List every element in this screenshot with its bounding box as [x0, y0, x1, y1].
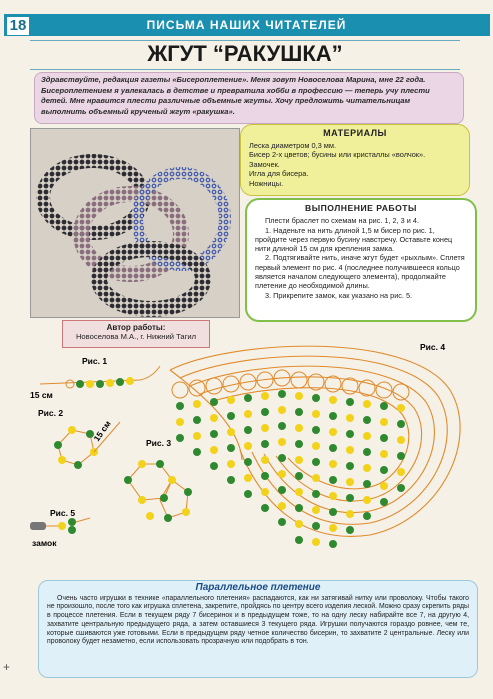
fig4-bead: [295, 440, 303, 448]
fig4-bead: [278, 406, 286, 414]
fig4-bead: [176, 434, 184, 442]
fig4-bead: [329, 524, 337, 532]
fig4-label: Рис. 4: [420, 342, 446, 352]
fig4-bead: [261, 472, 269, 480]
fig4-bead: [193, 448, 201, 456]
fig4-bead: [363, 416, 371, 424]
instruction-paragraph: 3. Прикрепите замок, как указано на рис. 5.: [265, 290, 413, 300]
fig4-bead: [244, 458, 252, 466]
fig4-bead: [397, 468, 405, 476]
fig4-bead: [380, 450, 388, 458]
fig4-bead: [295, 488, 303, 496]
fig4-bead: [363, 512, 371, 520]
fig4-bead: [261, 392, 269, 400]
fig4-bead: [312, 474, 320, 482]
fig4-bead: [295, 504, 303, 512]
parallel-weaving-box: [38, 580, 478, 678]
fig4-bead: [227, 412, 235, 420]
author-name: Новоселова М.А., г. Нижний Тагил: [75, 332, 197, 341]
fig4-bead: [380, 434, 388, 442]
instructions-box: [245, 198, 477, 322]
fig4-bead: [380, 418, 388, 426]
fig4-bead: [244, 394, 252, 402]
author-label: Автор работы:: [106, 323, 166, 332]
page-number: 18: [6, 16, 30, 36]
fig4-bead: [210, 430, 218, 438]
fig4-bead: [244, 490, 252, 498]
fig4-bead: [363, 480, 371, 488]
instruction-paragraph: Плести браслет по схемам на рис. 1, 2, 3 и 4.: [265, 216, 419, 226]
fig4-bead: [176, 402, 184, 410]
parallel-title: Параллельное плетение: [195, 582, 321, 593]
fig4-bead: [295, 392, 303, 400]
fig4-bead: [206, 378, 222, 394]
fig4-bead: [227, 428, 235, 436]
fig4-bead: [244, 426, 252, 434]
fig4-bead: [278, 390, 286, 398]
fig4-bead: [261, 424, 269, 432]
fig4-bead: [329, 492, 337, 500]
fig5-diagram: [30, 518, 90, 534]
fig4-bead: [193, 400, 201, 408]
materials-box: [240, 124, 470, 196]
fig4-bead: [397, 404, 405, 412]
fig4-bead: [329, 508, 337, 516]
fig4-bead: [397, 420, 405, 428]
materials-item: Замочек.: [249, 159, 280, 169]
fig4-bead: [380, 482, 388, 490]
fig5-label: Рис. 5: [50, 508, 76, 518]
fig4-bead: [193, 432, 201, 440]
fig4-bead: [329, 444, 337, 452]
fig4-bead: [397, 484, 405, 492]
fig4-bead: [363, 496, 371, 504]
fig4-bead: [346, 430, 354, 438]
section-title: ПИСЬМА НАШИХ ЧИТАТЕЛЕЙ: [146, 18, 347, 32]
fig4-bead: [227, 396, 235, 404]
fig4-bead: [261, 504, 269, 512]
fig4-bead: [312, 442, 320, 450]
clasp-label: замок: [32, 538, 57, 548]
fig4-bead: [244, 474, 252, 482]
fig4-bead: [329, 396, 337, 404]
fig4-bead: [346, 398, 354, 406]
fig4-bead: [312, 394, 320, 402]
fig4-bead: [329, 428, 337, 436]
fig4-bead: [329, 460, 337, 468]
crop-mark-icon: +: [3, 660, 11, 674]
fig1-diagram: [40, 366, 160, 388]
fig4-bead: [278, 502, 286, 510]
materials-item: Игла для бисера.: [249, 169, 309, 178]
fig4-bead: [346, 462, 354, 470]
fig4-bead: [295, 536, 303, 544]
fig4-bead: [227, 476, 235, 484]
fig2-length: 15 см: [91, 418, 113, 444]
fig4-bead: [346, 446, 354, 454]
fig4-bead: [312, 458, 320, 466]
fig4-bead: [278, 438, 286, 446]
fig4-bead: [210, 414, 218, 422]
fig4-bead: [244, 410, 252, 418]
fig1-length: 15 см: [30, 390, 53, 400]
instruction-paragraph: 1. Наденьте на нить длиной 1,5 м бисер по рис. 1, пройдите через первую бусину навстречу. Оставьте конец нити длиной 15 см для крепления замка.: [255, 225, 453, 254]
materials-item: Ножницы.: [249, 178, 284, 188]
fig4-bead: [244, 442, 252, 450]
fig4-bead: [295, 520, 303, 528]
fig4-bead: [193, 416, 201, 424]
fig3-label: Рис. 3: [146, 438, 172, 448]
fig4-bead: [380, 466, 388, 474]
fig4-bead: [312, 410, 320, 418]
fig1-label: Рис. 1: [82, 356, 108, 366]
fig2-diagram: [54, 422, 120, 469]
fig4-bead: [346, 526, 354, 534]
fig4-bead: [329, 476, 337, 484]
bracelet-photo: [30, 128, 240, 318]
fig2-label: Рис. 2: [38, 408, 64, 418]
materials-item: Леска диаметром 0,3 мм.: [249, 140, 336, 150]
fig4-bead: [278, 454, 286, 462]
fig3-diagram: [124, 460, 192, 522]
fig4-bead: [189, 380, 205, 396]
fig4-bead: [342, 378, 358, 394]
fig4-bead: [278, 470, 286, 478]
fig4-bead: [227, 444, 235, 452]
fig4-bead: [346, 494, 354, 502]
fig4-bead: [325, 376, 341, 392]
fig4-bead: [312, 538, 320, 546]
fig4-bead: [291, 372, 307, 388]
fig4-bead: [312, 506, 320, 514]
fig4-bead: [261, 488, 269, 496]
fig4-bead: [261, 440, 269, 448]
fig4-bead: [261, 456, 269, 464]
fig4-bead: [363, 400, 371, 408]
fig4-bead: [346, 478, 354, 486]
fig4-bead: [278, 518, 286, 526]
fig4-bead: [176, 418, 184, 426]
fig4-bead: [295, 424, 303, 432]
fig4-bead: [329, 412, 337, 420]
fig4-bead: [210, 462, 218, 470]
fig4-bead: [380, 498, 388, 506]
fig4-bead: [346, 414, 354, 422]
fig4-bead: [295, 408, 303, 416]
fig4-bead: [346, 510, 354, 518]
instruction-paragraph: 2. Подтягивайте нить, иначе жгут будет «рыхлым». Сплетя первый элемент по рис. 4 (последнее получившееся кольцо является началом следующего элемента), продолжайте плетение до необходимой длины.: [255, 253, 465, 291]
fig4-bead: [312, 490, 320, 498]
intro-letter: Здравствуйте, редакция газеты «Бисероплетение». Меня зовут Новоселова Марина, мне 22 года. Бисероплетением я увлекалась в детстве и превратила хобби в профессию — теперь учу плести детей. Мне нравится плести различные объемные жгуты. Хочу предложить читательницам выполнить объемный крученый жгут «ракушка».: [34, 72, 464, 124]
fig4-bead: [363, 464, 371, 472]
fig4-bead: [210, 446, 218, 454]
fig4-bead: [397, 436, 405, 444]
fig4-bead: [295, 456, 303, 464]
fig4-bead: [329, 540, 337, 548]
materials-title: МАТЕРИАЛЫ: [323, 128, 387, 138]
fig4-bead: [380, 402, 388, 410]
parallel-text: Очень часто игрушки в технике «параллельного плетения» распадаются, как ни затягивай нитку или проволоку. Чтобы такого не произошло, после того как игрушка сплетена, закрепите, пройдясь по центру всего изделия леской. Можно сразу скрепить ряды в процессе плетения. Если в текущем ряду 7 бисеринок и в предыдущем тоже, то на одну леску набирайте все 7, на другую 4, захватите центральную предыдущего ряда, а затем оставшиеся 3 текущего ряда. Игрушки получаются гораздо ровнее, чем те, которые сшиваются уже готовыми. Если в предыдущем ряду четное количество бисерин, то захватите 2 центральные. Леску или проволоку будет незаметно, если использовать прозрачную или подобрать в тон.: [47, 594, 469, 646]
instructions-title: ВЫПОЛНЕНИЕ РАБОТЫ: [305, 203, 417, 213]
fig4-bead: [312, 522, 320, 530]
fig4-bead: [312, 426, 320, 434]
article-title: ЖГУТ “РАКУШКА”: [147, 41, 343, 66]
beading-diagrams: [10, 330, 488, 560]
fig4-bead: [172, 382, 188, 398]
fig4-bead: [393, 384, 409, 400]
fig4-bead: [278, 422, 286, 430]
fig4-bead: [363, 448, 371, 456]
fig4-bead: [397, 452, 405, 460]
fig4-bead: [295, 472, 303, 480]
fig4-bead: [227, 460, 235, 468]
fig4-bead: [210, 398, 218, 406]
materials-item: Бисер 2-х цветов; бусины или кристаллы «волчок».: [249, 150, 426, 159]
fig4-bead: [278, 486, 286, 494]
fig4-bead: [363, 432, 371, 440]
fig4-bead: [261, 408, 269, 416]
